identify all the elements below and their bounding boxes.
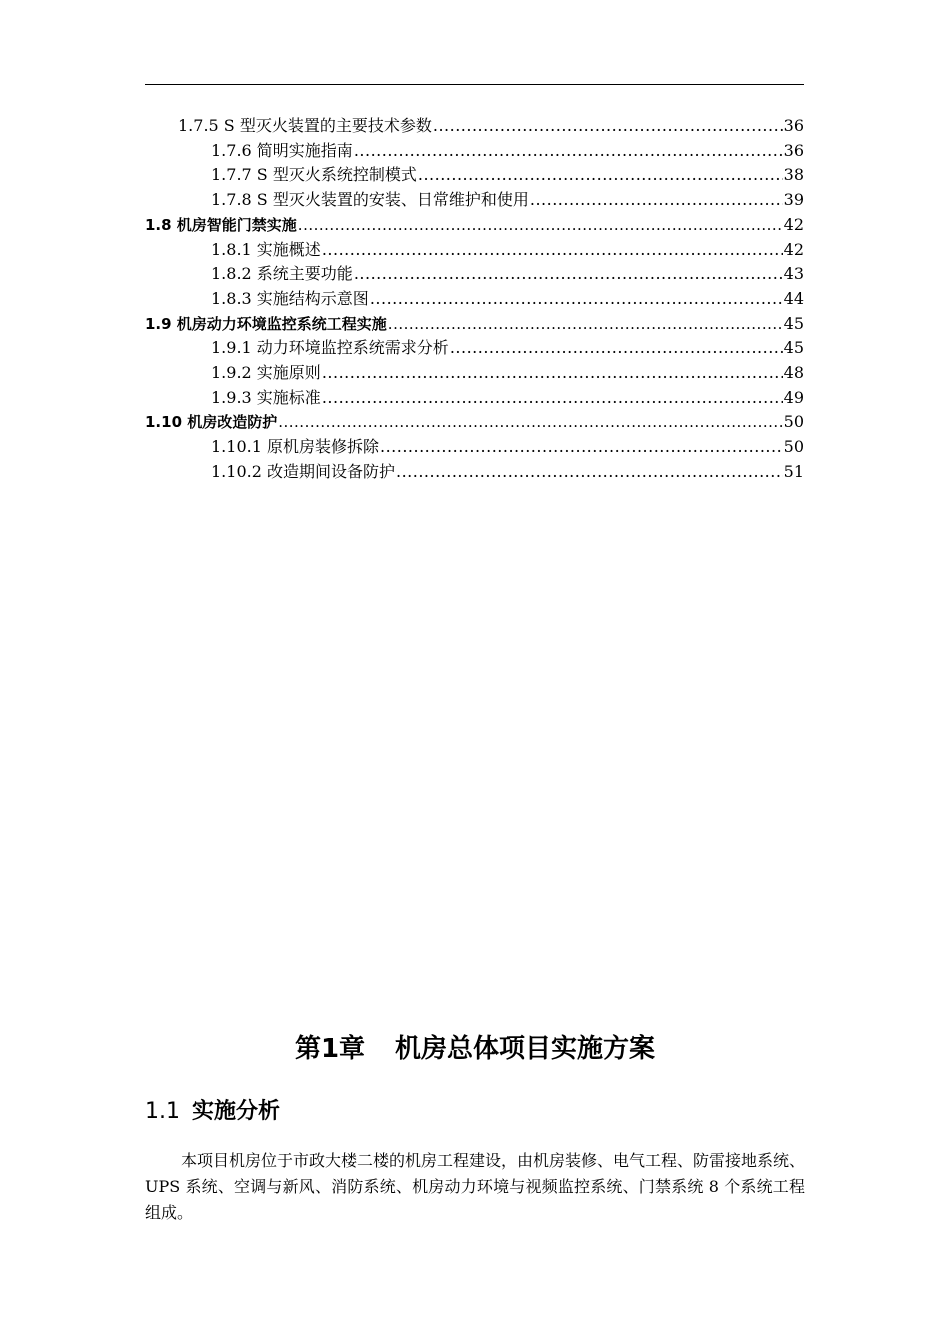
toc-entry-label: 1.9.1 动力环境监控系统需求分析: [211, 338, 449, 358]
toc-entry[interactable]: [211, 188, 804, 212]
toc-entry-page: 50: [783, 437, 804, 457]
toc-entry[interactable]: [211, 361, 804, 385]
toc-leader-dots: [354, 139, 783, 163]
toc-entry[interactable]: [211, 238, 804, 262]
toc-entry[interactable]: [145, 312, 804, 336]
toc-entry-label: 1.9.3 实施标准: [211, 387, 321, 407]
toc-entry-page: 42: [783, 214, 804, 234]
toc-entry[interactable]: [145, 410, 804, 434]
toc-entry-page: 50: [783, 412, 804, 432]
toc-entry-label: 1.8.1 实施概述: [211, 239, 321, 259]
toc-entry-label: 1.10 机房改造防护: [145, 413, 278, 432]
toc-leader-dots: [418, 163, 783, 187]
toc-entry-page: 38: [783, 165, 804, 185]
toc-entry-label: 1.9 机房动力环境监控系统工程实施: [145, 314, 387, 333]
body-paragraph: 本项目机房位于市政大楼二楼的机房工程建设，由机房装修、电气工程、防雷接地系统、UPS 系统、空调与新风、消防系统、机房动力环境与视频监控系统、门禁系统 8 个系统工程组成。: [145, 1151, 806, 1222]
toc-entry[interactable]: [211, 287, 804, 311]
toc-entry[interactable]: [178, 114, 804, 138]
toc-entry-page: 36: [783, 116, 804, 135]
toc-leader-dots: [322, 238, 783, 262]
toc-entry-page: 45: [783, 313, 804, 333]
toc-entry-label: 1.7.8 S 型灭火装置的安装、日常维护和使用: [211, 190, 529, 210]
toc-entry[interactable]: [211, 139, 804, 163]
toc-leader-dots: [396, 460, 783, 484]
toc-entry-label: 1.10.1 原机房装修拆除: [211, 437, 379, 457]
toc-entry-page: 51: [783, 461, 804, 481]
toc-entry-page: 49: [783, 387, 804, 407]
toc-entry[interactable]: [211, 435, 804, 459]
toc-entry-page: 36: [783, 140, 804, 160]
toc-entry-label: 1.7.5 S 型灭火装置的主要技术参数: [178, 116, 432, 135]
toc-leader-dots: [278, 410, 782, 434]
chapter-number: 第1章: [294, 1034, 366, 1064]
toc-entry[interactable]: [211, 163, 804, 187]
chapter-name: 机房总体项目实施方案: [395, 1034, 656, 1064]
toc-entry-page: 48: [783, 363, 804, 382]
toc-entry-label: 1.8 机房智能门禁实施: [145, 215, 297, 234]
header-rule: [145, 84, 804, 85]
toc-entry-page: 43: [783, 264, 804, 284]
toc-entry[interactable]: [211, 386, 804, 410]
toc-entry-page: 45: [783, 338, 804, 358]
toc-entry-label: 1.8.2 系统主要功能: [211, 264, 353, 284]
toc-entry[interactable]: [211, 460, 804, 484]
toc-leader-dots: [354, 262, 783, 286]
toc-entry-page: 44: [783, 288, 804, 308]
toc-entry-label: 1.7.7 S 型灭火系统控制模式: [211, 165, 417, 185]
toc-leader-dots: [322, 386, 783, 410]
toc-leader-dots: [530, 188, 783, 212]
toc-entry-label: 1.8.3 实施结构示意图: [211, 288, 369, 308]
toc-leader-dots: [298, 213, 783, 237]
chapter-title: [0, 1028, 950, 1065]
toc-leader-dots: [450, 336, 783, 360]
toc-entry[interactable]: [145, 213, 804, 237]
toc-entry[interactable]: [211, 336, 804, 360]
toc-entry-label: 1.10.2 改造期间设备防护: [211, 461, 395, 481]
toc-entry[interactable]: [211, 262, 804, 286]
toc-entry-page: 42: [783, 239, 804, 259]
toc-leader-dots: [370, 287, 783, 311]
section-number: 1.1: [145, 1099, 180, 1124]
toc-entry-label: 1.7.6 简明实施指南: [211, 140, 353, 160]
toc-entry-page: 39: [783, 190, 804, 210]
toc-leader-dots: [433, 114, 783, 138]
section-name: 实施分析: [192, 1099, 281, 1124]
section-title: [145, 1094, 280, 1125]
toc-leader-dots: [380, 435, 783, 459]
toc-leader-dots: [322, 361, 783, 385]
toc-entry-label: 1.9.2 实施原则: [211, 363, 321, 382]
toc-leader-dots: [388, 312, 783, 336]
